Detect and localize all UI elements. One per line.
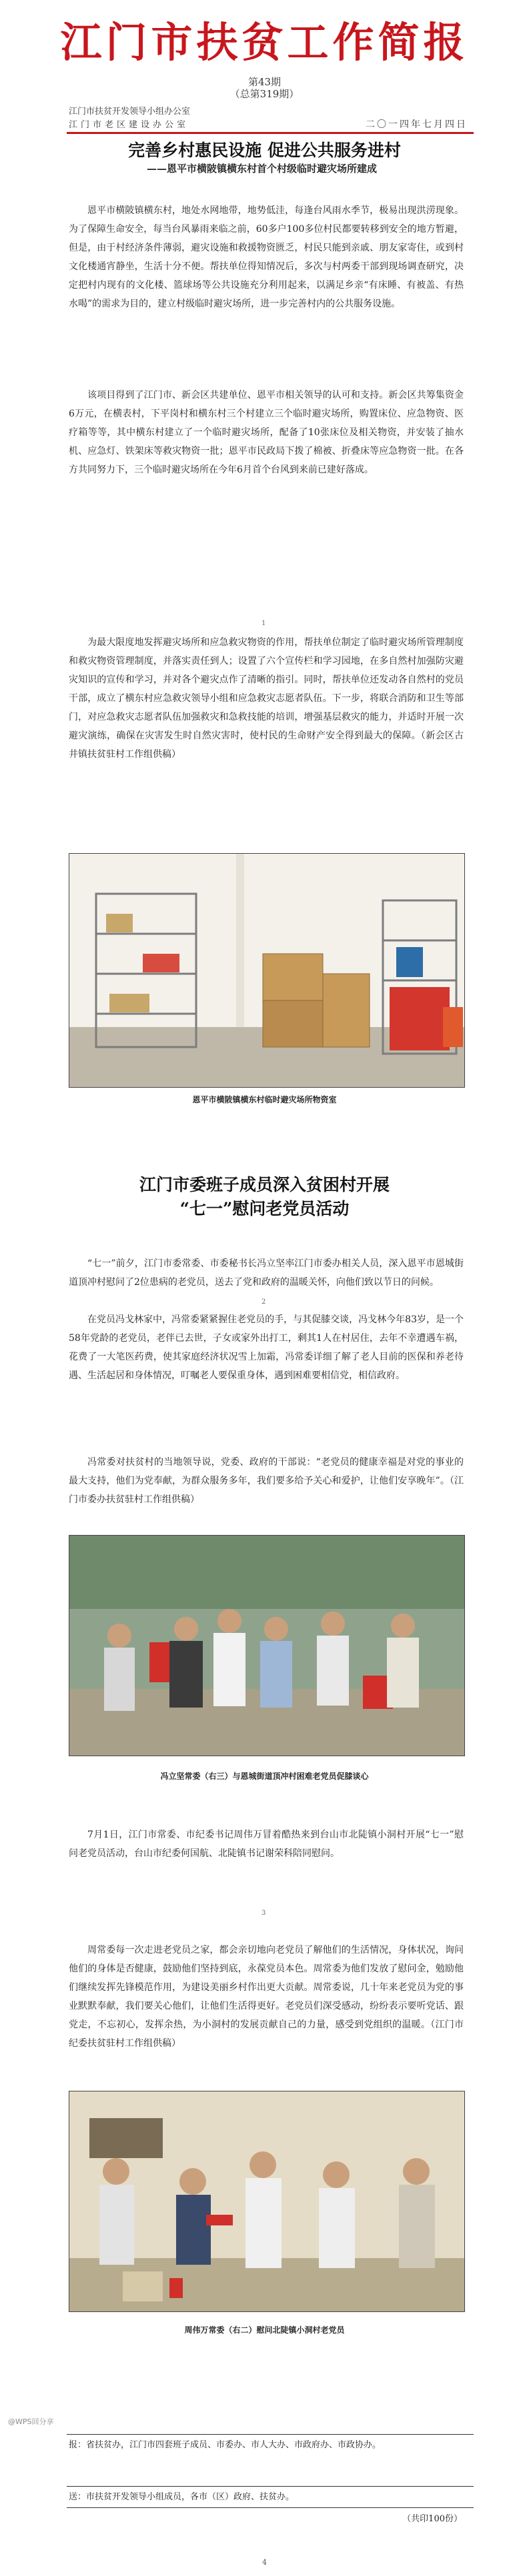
footer-divider	[67, 2507, 474, 2508]
article2-headline: 江门市委班子成员深入贫困村开展	[139, 1175, 390, 1194]
distribution-cc	[69, 2489, 294, 2506]
issue-date: 二〇一四年七月四日	[366, 119, 468, 130]
page-mark: 2	[261, 1298, 266, 1306]
article1-paragraph: 该项目得到了江门市、新会区共建单位、恩平市相关领导的认可和支持。新会区共筹集资金6万元，在横表村，下平岗村和横东村三个村建立三个临时避灾场所，购置床位、应急物资、医疗箱等等，其中横东村建立了一个临时避灾场所，配备了10张床位及相关物资，并安装了抽水机、应急灯、铁架床等救灾物资一批；恩平市民政局下拨了棉被、折叠床等应急物资一批。在各方共同努力下，三个临时避灾场所在今年6月首个台风到来前已建好落成。	[69, 390, 464, 475]
visit-photo-illustration	[69, 1536, 464, 1756]
article1-photo-caption: 恩平市横陂镇横东村临时避灾场所物资室	[192, 1095, 337, 1104]
distribution-cc-text: 市扶贫开发领导小组成员，各市（区）政府、扶贫办。	[86, 2492, 295, 2502]
article2-photo-caption: 冯立坚常委（右三）与恩城街道顶冲村困难老党员促膝谈心	[160, 1772, 369, 1781]
article1-headline: 完善乡村惠民设施 促进公共服务进村	[128, 141, 401, 160]
wps-watermark: @WPS回分享	[8, 2417, 54, 2426]
total-issue-number: （总第319期）	[229, 88, 300, 100]
storage-room-illustration	[69, 854, 464, 1087]
issuing-office-2: 江门市老区建设办公室	[69, 120, 189, 130]
issuing-office-1: 江门市扶贫开发领导小组办公室	[69, 107, 191, 117]
footer-divider	[67, 2434, 474, 2435]
article3-paragraph: 7月1日，江门市常委、市纪委书记周伟万冒着酷热来到台山市北陡镇小洞村开展“七一”慰问老党员活动，台山市纪委何国航、北陡镇书记谢荣科陪同慰问。	[69, 1830, 464, 1859]
footer-divider	[67, 2486, 474, 2487]
article1-subhead: ——恩平市横陂镇横东村首个村级临时避灾场所建成	[147, 163, 378, 175]
article3-photo	[69, 2091, 465, 2312]
article1-paragraph: 恩平市横陂镇横东村，地处水网地带，地势低洼，每逢台风雨水季节，极易出现洪涝现象。为了保障生命安全，每当台风暴雨来临之前，60多户100多位村民都要转移到安全的地方暂避，但是，由于村经济条件薄弱，避灾设施和救援物资匮乏，村民只能到亲戚、朋友家寄住，或到村文化楼通宵静坐，生活十分不便。帮扶单位得知情况后，多次与村两委干部到现场调查研究，决定把村内现有的文化楼、篮球场等公共设施充分利用起来，以满足乡亲“有床睡、有被盖、有热水喝”的需求为目的，建立村级临时避灾场所，进一步完善村内的公共服务设施。	[69, 205, 464, 309]
issue-number: 第43期	[247, 76, 282, 88]
distribution-to-label: 报：	[69, 2440, 87, 2450]
article2-photo	[69, 1535, 465, 1756]
visit-photo-illustration	[69, 2091, 464, 2311]
red-divider	[67, 132, 474, 134]
article1-paragraph: 为最大限度地发挥避灾场所和应急救灾物资的作用，帮扶单位制定了临时避灾场所管理制度和救灾物资管理制度，并落实责任到人；设置了六个宣传栏和学习园地，在多自然村加强防灾避灾知识的宣传和学习，并对各个避灾点作了清晰的指引。同时，帮扶单位还发动各自然村的党员干部，成立了横东村应急救灾领导小组和应急救灾志愿者队伍。下一步，将联合消防和卫生等部门，对应急救灾志愿者队伍加强救灾和急救技能的培训，增强基层救灾的能力，并适时开展一次避灾演练，确保在灾害发生时自然灾害时，使村民的生命财产安全得到最大的保障。（新会区古井镇扶贫驻村工作组供稿）	[69, 637, 464, 760]
distribution-to-text: 省扶贫办，江门市四套班子成员、市委办、市人大办、市政府办、市政协办。	[86, 2440, 382, 2450]
distribution-cc-label: 送：	[69, 2492, 87, 2502]
bulletin-title: 江门市扶贫工作简报	[60, 18, 469, 67]
article2-headline: “七一”慰问老党员活动	[179, 1199, 350, 1218]
page-mark: 3	[261, 1910, 266, 1917]
article2-paragraph: “七一”前夕，江门市委常委、市委秘书长冯立坚率江门市委办相关人员，深入恩平市恩城街道顶冲村慰问了2位患病的老党员，送去了党和政府的温暖关怀，向他们致以节日的问候。	[69, 1258, 464, 1288]
distribution-to	[69, 2437, 381, 2454]
article2-paragraph: 冯常委对扶贫村的当地领导说，党委、政府的干部说：“老党员的健康幸福是对党的事业的最大支持，他们为党奉献，为群众服务多年，我们要多给予关心和爱护，让他们安享晚年”。（江门市委办扶贫驻村工作组供稿）	[69, 1457, 464, 1505]
article1-photo	[69, 853, 465, 1088]
page-mark: 1	[261, 620, 266, 627]
article2-paragraph: 在党员冯戈林家中，冯常委紧紧握住老党员的手，与其促膝交谈，冯戈林今年83岁，是一个58年党龄的老党员，老伴已去世，子女或家外出打工，剩其1人在村居住，去年不幸遭遇车祸，花费了一大笔医药费，使其家庭经济状况雪上加霜，冯常委详细了解了老人目前的医保和养老待遇、生活起居和身体情况，叮嘱老人要保重身体，遇到困难要相信党，相信政府。	[69, 1314, 464, 1381]
print-copies: （共印100份）	[402, 2514, 462, 2524]
article3-paragraph: 周常委每一次走进老党员之家，都会亲切地向老党员了解他们的生活情况，身体状况，询问他们的身体是否健康，鼓励他们坚持到底，永葆党员本色。周常委为他们发放了慰问金，勉励他们继续发挥先锋模范作用，为建设美丽乡村作出更大贡献。周常委说，几十年来老党员为党的事业默默奉献，我们要关心他们，让他们生活得更好。老党员们深受感动，纷纷表示要听党话、跟党走，不忘初心，发挥余热，为小洞村的发展贡献自己的力量，感受到党组织的温暖。（江门市纪委扶贫驻村工作组供稿）	[69, 1945, 464, 2049]
article3-photo-caption: 周伟万常委（右二）慰问北陡镇小洞村老党员	[184, 2325, 345, 2335]
page-number: 4	[262, 2558, 267, 2567]
